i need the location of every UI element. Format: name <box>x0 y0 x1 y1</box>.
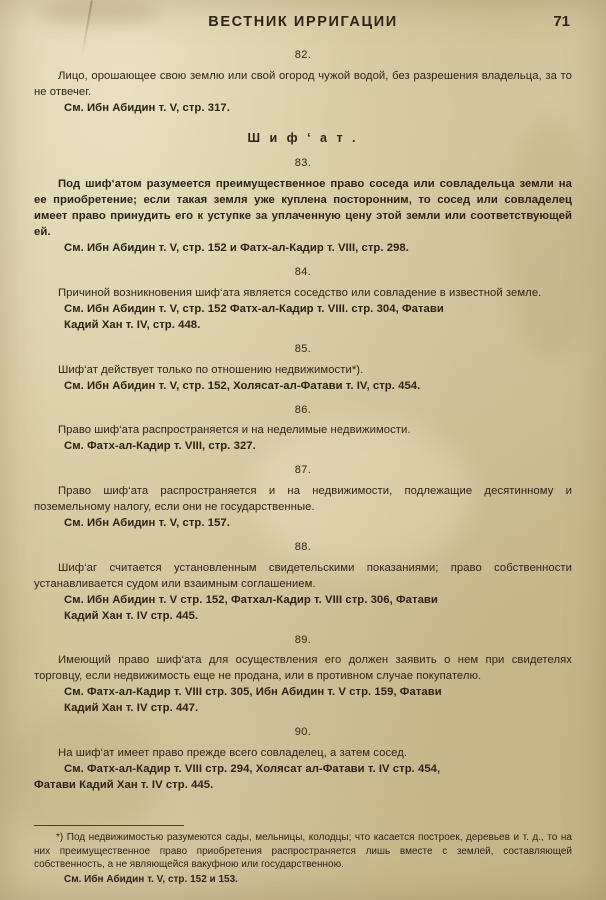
article-body: На шиф‘ат имеет право прежде всего совладелец, а затем сосед. <box>58 747 408 760</box>
article-body: Лицо, орошающее свою землю или свой огород чужой водой, без разрешения владельца, за то не отвечег. <box>34 69 572 98</box>
footnote-text: *) Под недвижимостью разумеются сады, мельницы, колодцы; что касается построек, деревьев и т. д., то на них преимущественное право приобретения распространяется лишь вместе с землей, составляющей собственность, а не являющейся вакуфною или государственною. <box>34 832 572 870</box>
article-body: Причиной возникновения шиф‘ата является соседство или совладение в известной земле. <box>58 286 542 299</box>
article-number: 89. <box>294 633 312 646</box>
article-body: Шиф‘аг считается установленным свидетельскими показаниями; право собственности устанавливается судом или взаимным соглашением. <box>34 561 572 590</box>
page-number: 71 <box>553 13 570 30</box>
article-reference: См. Ибн Абидин т. V, стр. 152 Фатх-ал-Кадир т. VIII. стр. 304, Фатави <box>64 302 444 315</box>
article-reference: См. Фатх-ал-Кадир т. VIII стр. 305, Ибн Абидин т. V стр. 159, Фатави <box>64 686 442 699</box>
article-number: 90. <box>294 726 312 739</box>
article-number: 83. <box>294 157 312 170</box>
article-reference: Фатави Кадий Хан т. IV стр. 445. <box>34 779 214 792</box>
article-number: 85. <box>294 342 312 355</box>
article-reference: Кадий Хан т. IV стр. 445. <box>64 609 199 622</box>
footnote-reference: См. Ибн Абидин т. V, стр. 152 и 153. <box>64 873 238 885</box>
article-body: Право шиф‘ата распространяется и на неделимые недвижимости. <box>58 424 411 437</box>
article-body: Шиф‘ат действует только по отношению недвижимости*). <box>58 363 364 376</box>
article-number: 82. <box>294 49 312 61</box>
page-header <box>34 14 572 36</box>
article-number: 84. <box>294 266 312 279</box>
article-reference: См. Ибн Абидин т. V, стр. 317. <box>64 101 230 114</box>
article-reference: См. Фатх-ал-Кадир т. VIII, стр. 327. <box>64 440 256 453</box>
running-title: ВЕСТНИК ИРРИГАЦИИ <box>208 14 398 30</box>
article-body: Имеющий право шиф‘ата для осуществления его должен заявить о нем при свидетелях торговцу, если недвижимость еще не продана, или в противном случае покупателю. <box>34 654 572 683</box>
article-body: Под шиф‘атом разумеется преимущественное право соседа или совладельца земли на ее приобретение; если такая земля уже куплена посторонним, то сосед или совладелец имеет право принудить его к уступке за уплаченную цену этой земли или соответствующей ей. <box>34 178 572 239</box>
article-number: 88. <box>294 540 312 553</box>
article-number: 87. <box>294 464 312 477</box>
article-reference: Кадий Хан т. IV, стр. 448. <box>64 318 201 331</box>
article-reference: См. Фатх-ал-Кадир т. VIII стр. 294, Холясат ал-Фатави т. IV стр. 454, <box>64 763 441 776</box>
article-body: Право шиф‘ата распространяется и на недвижимости, подлежащие десятинному и поземельному налогу, если они не государственные. <box>34 484 572 513</box>
section-heading: Ш и ф ‘ а т . <box>247 130 359 145</box>
article-reference: Кадий Хан т. IV стр. 447. <box>64 702 199 715</box>
footnote-divider <box>34 825 184 826</box>
article-reference: См. Ибн Абидин т. V, стр. 157. <box>64 516 230 529</box>
article-reference: См. Ибн Абидин т. V, стр. 152, Холясат-ал-Фатави т. IV, стр. 454. <box>64 379 421 392</box>
footnote <box>34 825 572 886</box>
page-content <box>34 48 572 793</box>
article-reference: См. Ибн Абидин т. V, стр. 152 и Фатх-ал-Кадир т. VIII, стр. 298. <box>64 242 409 255</box>
article-reference: См. Ибн Абидин т. V стр. 152, Фатхал-Кадир т. VIII стр. 306, Фатави <box>64 593 438 606</box>
article-number: 86. <box>294 403 312 416</box>
